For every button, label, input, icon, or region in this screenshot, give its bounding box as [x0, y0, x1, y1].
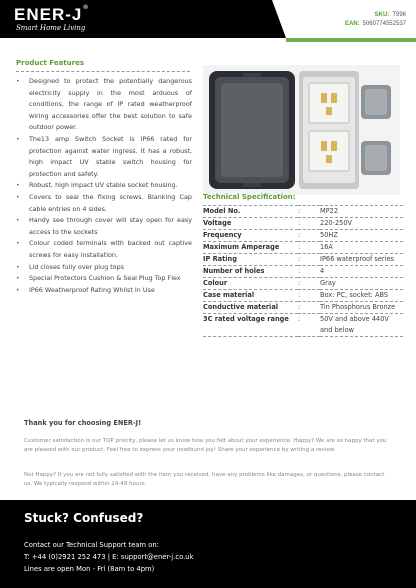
brand-tagline: Smart Home Living — [16, 24, 86, 32]
socket-illustration — [203, 65, 400, 195]
spec-row: Number of holes : 4 — [203, 266, 403, 278]
features-list — [16, 76, 192, 296]
spec-row: Model No. : MP22 — [203, 206, 403, 218]
spec-row: Frequency : 50HZ — [203, 230, 403, 242]
spec-row: IP Rating : IP66 waterproof series — [203, 254, 403, 266]
spec-row: Voltage : 220-250V — [203, 218, 403, 230]
spec-table — [203, 205, 403, 337]
feature-item: • The13 amp Switch Socket is IP66 rated for protection against water ingress. It has a robust, high impact UV stable switch housing for protection and safety. — [16, 134, 192, 180]
features-title: Product Features — [16, 59, 84, 67]
spec-row: Maximum Amperage : 16A — [203, 242, 403, 254]
spec-row: Conductive material : Tin Phosphorus Bronze — [203, 302, 403, 314]
footer-contact-details: T: +44 (0)2921 252 473 | E: support@ener-j.co.uk — [24, 553, 194, 561]
features-divider — [16, 71, 190, 72]
sku-panel — [286, 0, 416, 38]
product-photo — [203, 65, 400, 195]
ean-line: EAN: 5060774552537 — [344, 21, 406, 27]
feature-item: • Lid closes fully over plug tops — [16, 262, 192, 274]
not-happy-paragraph: Not Happy? If you are not fully satisfied with the item you received, have any problems like damages, or questions, please contact us. We typically respond within 24-48 hours. — [24, 472, 385, 488]
accent-bar — [286, 38, 416, 42]
feature-item: • Colour coded terminals with backed out captive screws for easy installation. — [16, 238, 192, 261]
thanks-title: Thank you for choosing ENER-J! — [24, 419, 142, 427]
footer-title: Stuck? Confused? — [24, 511, 144, 525]
feature-item: • Handy see through cover will stay open for easy access to the sockets — [16, 215, 192, 238]
sku-line: SKU: T996 — [374, 12, 406, 18]
satisfaction-paragraph: Customer satisfaction is our TOP priority, please let us know how you felt about your experience. Happy? We are so happy that you are pleased with our product. Feel free to express your newfound joy! Share your experience by writing a review. — [24, 438, 387, 454]
feature-item: • Special Protectors Cushion & Seal Plug Top Flex — [16, 273, 192, 285]
spec-row: Case material : Box: PC, socket: ABS — [203, 290, 403, 302]
feature-item: • Covers to seal the fixing screws. Blanking Cap cable entries on 4 sides. — [16, 192, 192, 215]
support-footer — [0, 500, 416, 588]
footer-hours: Lines are open Mon - Fri (8am to 4pm) — [24, 565, 155, 573]
feature-item: • Robust, high impact UV stable socket housing. — [16, 180, 192, 192]
spec-row: Colour : Gray — [203, 278, 403, 290]
spec-title: Technical Specification: — [203, 193, 296, 201]
feature-item: • Designed to protect the potentially dangerous electricity supply in the most arduous of conditions, the range of IP rated weatherproof wiring accessories offer the best solution to safe outdoor power. — [16, 76, 192, 134]
spec-row: 3C rated voltage range : 50V and above 440V and below — [203, 314, 403, 337]
feature-item: • IP66 Weatherproof Rating Whilst In Use — [16, 285, 192, 297]
brand-logo: ENER-J® — [14, 5, 89, 24]
footer-contact-intro: Contact our Technical Support team on: — [24, 541, 159, 549]
